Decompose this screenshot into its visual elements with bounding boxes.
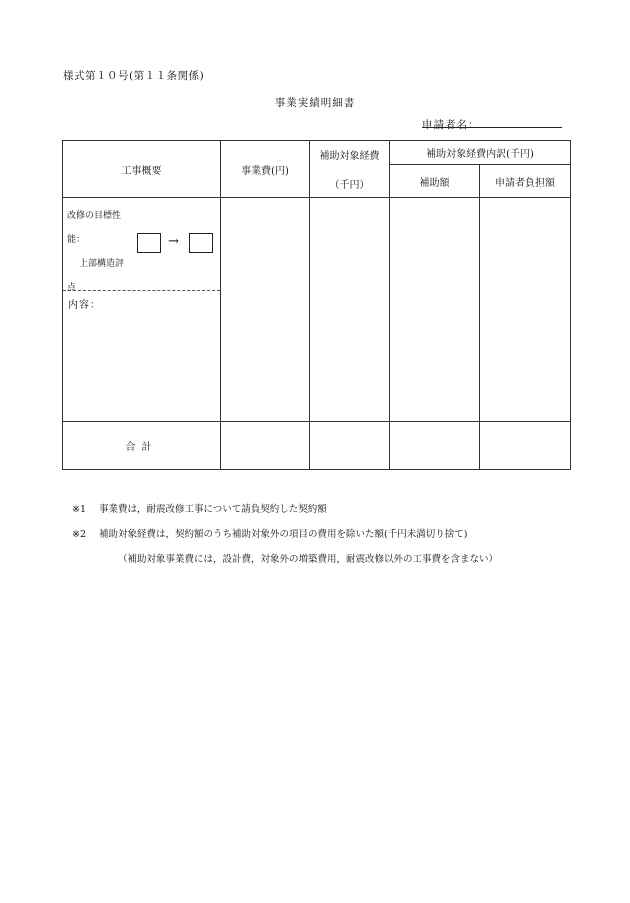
arrow-right-icon: → — [168, 234, 179, 249]
header-subsidy-cost-unit: （千円） — [329, 180, 370, 191]
note-1-mark: ※1 — [72, 504, 87, 515]
score-after-box[interactable] — [189, 233, 213, 253]
work-summary-cell[interactable] — [63, 198, 221, 422]
note-2 — [72, 522, 498, 547]
notes — [72, 497, 498, 572]
applicant-name-label: 申請者名： — [422, 119, 480, 131]
project-cost-cell[interactable] — [221, 198, 310, 422]
body-row — [63, 198, 571, 422]
applicant-share-cell[interactable] — [480, 198, 571, 422]
header-row-1 — [63, 141, 571, 165]
header-work-summary: 工事概要 — [63, 141, 221, 198]
total-subsidy-cost-cell[interactable] — [310, 422, 390, 470]
form-number: 様式第１０号(第１１条関係) — [63, 70, 205, 82]
header-subsidy-amount: 補助額 — [390, 165, 480, 198]
score-before-box[interactable] — [137, 233, 161, 253]
note-2-text: 補助対象経費は，契約額のうち補助対象外の項目の費用を除いた額(千円未満切り捨て) — [99, 529, 468, 540]
content-label: 内容： — [68, 300, 101, 311]
header-project-cost: 事業費(円) — [221, 141, 310, 198]
total-applicant-share-cell[interactable] — [480, 422, 571, 470]
total-label: 合計 — [63, 422, 221, 470]
total-subsidy-amount-cell[interactable] — [390, 422, 480, 470]
detail-table — [62, 140, 571, 470]
header-subsidy-cost-label: 補助対象経費 — [319, 151, 380, 162]
header-breakdown: 補助対象経費内訳(千円) — [390, 141, 571, 165]
header-applicant-share: 申請者負担額 — [480, 165, 571, 198]
goal-line-3: 上部構造評 — [79, 259, 125, 269]
note-2-sub: （補助対象事業費には，設計費，対象外の増築費用，耐震改修以外の工事費を含まない） — [118, 554, 499, 565]
document-title: 事業実績明細書 — [274, 97, 356, 109]
goal-line-2: 能： — [67, 235, 86, 245]
total-project-cost-cell[interactable] — [221, 422, 310, 470]
dashed-divider — [63, 290, 220, 291]
subsidy-amount-cell[interactable] — [390, 198, 480, 422]
seismic-goal-text — [67, 204, 124, 300]
note-1 — [72, 497, 498, 522]
applicant-name-line — [422, 127, 562, 128]
goal-line-4: 点 — [67, 283, 77, 293]
note-2-mark: ※2 — [72, 529, 87, 540]
note-1-text: 事業費は，耐震改修工事について請負契約した契約額 — [99, 504, 327, 515]
total-row — [63, 422, 571, 470]
header-subsidy-cost — [310, 141, 390, 198]
subsidy-cost-cell[interactable] — [310, 198, 390, 422]
goal-line-1: 改修の目標性 — [67, 211, 122, 221]
